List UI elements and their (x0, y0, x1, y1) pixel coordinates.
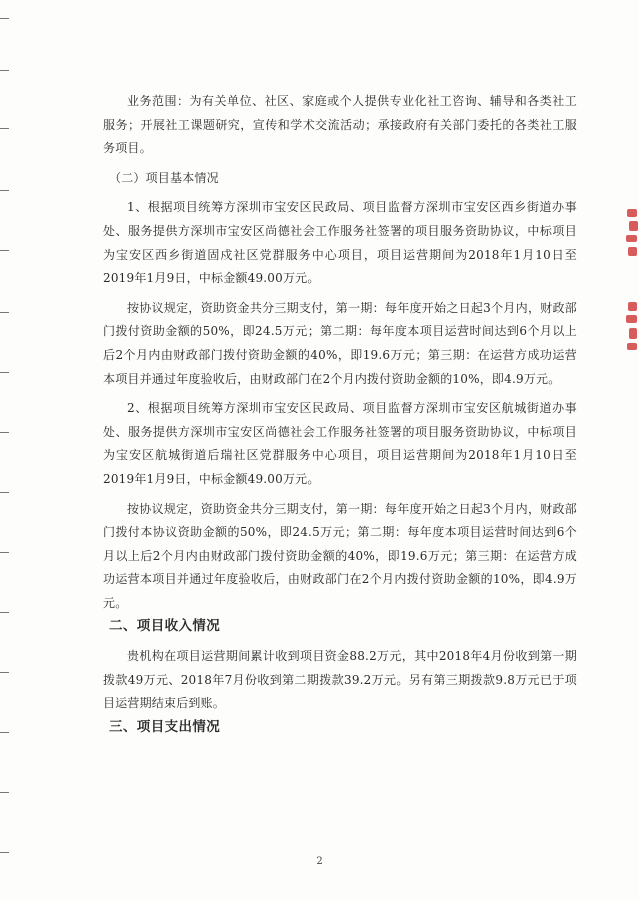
scan-margin-marks (0, 0, 14, 900)
project-item-1: 1、根据项目统筹方深圳市宝安区民政局、项目监督方深圳市宝安区西乡街道办事处、服务提供方深圳市宝安区尚德社会工作服务社签署的项目服务资助协议，中标项目为宝安区西乡街道固戍社区党群服务中心项目，项目运营期间为2018年1月10日至2019年1月9日，中标金额49.00万元。 (103, 200, 577, 286)
business-scope-paragraph: 业务范围：为有关单位、社区、家庭或个人提供专业化社工咨询、辅导和各类社工服务；开展社工课题研究，宣传和学术交流活动；承接政府有关部门委托的各类社工服务项目。 (103, 94, 577, 156)
seal-stamp-fragment (623, 300, 639, 370)
page-number: 2 (316, 856, 323, 867)
document-body (103, 90, 577, 739)
section-heading-expense: 三、项目支出情况 (109, 718, 221, 735)
project-item-1-payment: 按协议规定，资助资金共分三期支付，第一期：每年度开始之日起3个月内，财政部门拨付资助金额的50%，即24.5万元；第二期：每年度本项目运营时间达到6个月以上后2个月内由财政部门拨付资助金额的40%，即19.6万元；第三期：在运营方成功运营本项目并通过年度验收后，由财政部门在2个月内拨付资助金额的10%，即4.9万元。 (103, 300, 577, 386)
income-paragraph: 贵机构在项目运营期间累计收到项目资金88.2万元，其中2018年4月份收到第一期拨款49万元、2018年7月份收到第二期拨款39.2万元。另有第三期拨款9.8万元已于项目运营期结束后到账。 (103, 649, 577, 711)
project-item-2-payment: 按协议规定，资助资金共分三期支付，第一期：每年度开始之日起3个月内，财政部门拨付本协议资助金额的50%，即24.5万元；第二期：每年度本项目运营时间达到6个月以上后2个月内由财政部门拨付资助金额的40%，即19.6万元；第三期：在运营方成功运营本项目并通过年度验收后，由财政部门在2个月内拨付资助金额的10%，即4.9万元。 (103, 501, 577, 610)
project-item-2: 2、根据项目统筹方深圳市宝安区民政局、项目监督方深圳市宝安区航城街道办事处、服务提供方深圳市宝安区尚德社会工作服务社签署的项目服务资助协议，中标项目为宝安区航城街道后瑞社区党群服务中心项目，项目运营期间为2018年1月10日至2019年1月9日，中标金额49.00万元。 (103, 401, 577, 486)
section-heading-income: 二、项目收入情况 (109, 618, 221, 635)
seal-stamp-fragment (623, 205, 639, 275)
section-heading-basic-info: （二）项目基本情况 (109, 170, 219, 185)
